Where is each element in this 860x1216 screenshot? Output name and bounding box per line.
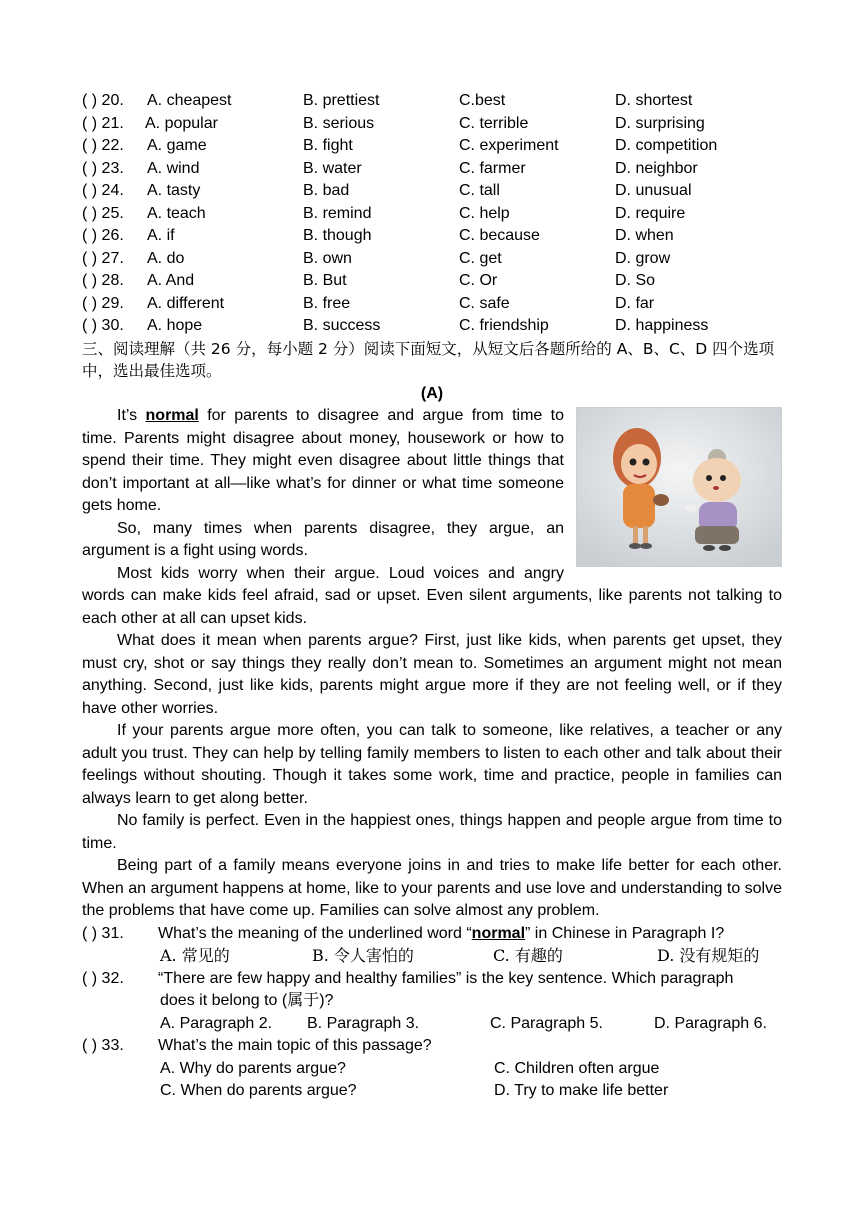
paragraph-1-rest: for parents to disagree and argue from time to time. Parents might disagree about money, housework or how to spend their time. They might even disagree about little things that don’t important at all—like what’s for dinner or what time someone gets home. — [82, 407, 564, 514]
option-d: D. Paragraph 6. — [654, 1014, 767, 1032]
question-31-options — [82, 945, 782, 968]
exam-page — [82, 90, 782, 1103]
option-b: B. free — [303, 294, 351, 312]
option-a: A. if — [147, 227, 175, 244]
option-a: A. popular — [145, 114, 218, 132]
option-b: B. But — [303, 272, 347, 289]
option-b: B. bad — [303, 182, 350, 199]
option-a: A. cheapest — [147, 92, 232, 109]
question-row-28 — [82, 270, 782, 293]
option-d: D. shortest — [615, 92, 693, 109]
option-b: B. fight — [303, 137, 353, 154]
option-c: C. terrible — [459, 114, 529, 132]
underlined-keyword: normal — [145, 407, 199, 424]
option-b: B. remind — [303, 204, 372, 222]
passage-body — [82, 405, 782, 923]
option-b: B. prettiest — [303, 92, 380, 109]
question-number: ( ) 23. — [82, 159, 124, 177]
question-text-start: What’s the meaning of the underlined word “ — [158, 924, 472, 942]
option-c: C. friendship — [459, 317, 549, 334]
question-row-24 — [82, 180, 782, 203]
option-a: A. Paragraph 2. — [160, 1014, 273, 1032]
option-d: D. neighbor — [615, 159, 698, 177]
option-b: C. Children often argue — [494, 1059, 660, 1077]
option-b: B. water — [303, 159, 362, 177]
option-c: C. Or — [459, 272, 498, 289]
question-row-22 — [82, 135, 782, 158]
option-d: D. competition — [615, 137, 718, 154]
question-number: ( ) 25. — [82, 204, 124, 222]
option-a: A. Why do parents argue? — [160, 1059, 346, 1077]
option-c: C. 有趣的 — [493, 946, 563, 965]
option-a: A. And — [147, 272, 195, 289]
two-clay-figures-illustration — [576, 407, 782, 567]
option-b: B. Paragraph 3. — [307, 1014, 420, 1032]
option-b: B. though — [303, 227, 372, 244]
question-number: ( ) 31. — [82, 924, 124, 942]
option-d: D. require — [615, 204, 686, 222]
section-heading: 三、阅读理解（共 26 分，每小题 2 分）阅读下面短文，从短文后各题所给的 A、B、C、D 四个选项中，选出最佳选项。 — [82, 339, 775, 380]
option-d: D. 没有规矩的 — [657, 946, 760, 965]
option-a: A. 常见的 — [160, 946, 230, 965]
option-a: A. hope — [147, 317, 203, 334]
question-row-29 — [82, 293, 782, 316]
paragraph-3: Most kids worry when their argue. Loud voices and angry words can make kids feel afraid, sad or upset. Even silent arguments, like parents not talking to each other at all can upset kids. — [82, 564, 782, 627]
question-number: ( ) 24. — [82, 182, 124, 199]
option-a: A. wind — [147, 159, 200, 177]
question-number: ( ) 29. — [82, 294, 124, 312]
paragraph-6: No family is perfect. Even in the happiest ones, things happen and people argue from time to time. — [82, 812, 782, 852]
question-number: ( ) 22. — [82, 137, 124, 154]
option-d: D. happiness — [615, 317, 709, 334]
question-32-options — [82, 1013, 782, 1036]
paragraph-4: What does it mean when parents argue? First, just like kids, when parents get upset, they must cry, shot or say things they really don’t mean to. Sometimes an argument might not mean anything. Second, just like kids, parents might argue more if they are not feeling well, or if they have other worries. — [82, 632, 782, 717]
option-b: B. success — [303, 317, 381, 334]
option-a: A. tasty — [147, 182, 201, 199]
option-d: D. grow — [615, 249, 671, 267]
question-number: ( ) 30. — [82, 317, 124, 334]
question-33 — [82, 1035, 782, 1103]
option-b: B. own — [303, 249, 352, 267]
option-c: C. Paragraph 5. — [490, 1014, 603, 1032]
option-c: C. tall — [459, 182, 500, 199]
question-text: What’s the main topic of this passage? — [158, 1037, 432, 1054]
question-text — [158, 923, 724, 946]
option-c: C. safe — [459, 294, 510, 312]
option-d: D. unusual — [615, 182, 692, 199]
question-row-23 — [82, 158, 782, 181]
question-text: “There are few happy and healthy families” is the key sentence. Which paragraph — [158, 969, 734, 987]
option-a: A. game — [147, 137, 207, 154]
question-number: ( ) 32. — [82, 969, 124, 987]
question-row-20 — [82, 90, 782, 113]
paragraph-2: So, many times when parents disagree, they argue, an argument is a fight using words. — [82, 519, 564, 559]
option-c: C. farmer — [459, 159, 526, 177]
question-number: ( ) 21. — [82, 114, 124, 132]
question-33-options-row-2 — [82, 1080, 782, 1103]
question-32 — [82, 968, 782, 1036]
option-c: C.best — [459, 92, 506, 109]
question-33-stem — [82, 1035, 782, 1058]
option-d: D. So — [615, 272, 656, 289]
passage-label: (A) — [420, 384, 444, 402]
question-number: ( ) 20. — [82, 92, 124, 109]
option-b: B. serious — [303, 114, 375, 132]
option-c: C. help — [459, 204, 510, 222]
question-row-26 — [82, 225, 782, 248]
question-row-27 — [82, 248, 782, 271]
question-text-end: ” in Chinese in Paragraph I? — [525, 924, 725, 942]
option-d: D. Try to make life better — [494, 1082, 669, 1099]
question-33-options-row-1 — [82, 1058, 782, 1081]
option-c: C. get — [459, 249, 502, 267]
option-c: C. because — [459, 227, 540, 244]
option-d: D. surprising — [615, 114, 705, 132]
question-number: ( ) 27. — [82, 249, 124, 267]
option-d: D. far — [615, 294, 655, 312]
question-row-25 — [82, 203, 782, 226]
option-b: B. 令人害怕的 — [312, 946, 414, 965]
question-row-21 — [82, 113, 782, 136]
question-number: ( ) 33. — [82, 1037, 124, 1054]
paragraph-5: If your parents argue more often, you can talk to someone, like relatives, a teacher or any adult you trust. They can help by telling family members to listen to each other and talk about their feelings without shouting. Though it takes some work, time and practice, people in families can always learn to get along better. — [82, 722, 782, 807]
question-number: ( ) 28. — [82, 272, 124, 289]
paragraph-7: Being part of a family means everyone joins in and tries to make life better for each other. When an argument happens at home, like to your parents and use love and understanding to solve the problems that have come up. Families can solve almost any problem. — [82, 857, 783, 919]
question-row-30 — [82, 315, 782, 338]
option-a: A. do — [147, 249, 185, 267]
paragraph-1-start: It’s — [117, 407, 146, 424]
question-31 — [82, 923, 782, 968]
question-number: ( ) 26. — [82, 227, 124, 244]
cloze-options-list — [82, 90, 782, 338]
option-c: C. experiment — [459, 137, 559, 154]
question-31-stem — [82, 923, 782, 946]
question-text-continued: does it belong to (属于)? — [160, 992, 334, 1009]
question-32-stem — [82, 968, 782, 991]
option-a: A. teach — [147, 204, 206, 222]
option-d: D. when — [615, 227, 674, 244]
option-c: C. When do parents argue? — [160, 1082, 357, 1099]
option-a: A. different — [147, 294, 225, 312]
illustration-icon — [577, 408, 781, 566]
underlined-keyword: normal — [471, 924, 526, 942]
